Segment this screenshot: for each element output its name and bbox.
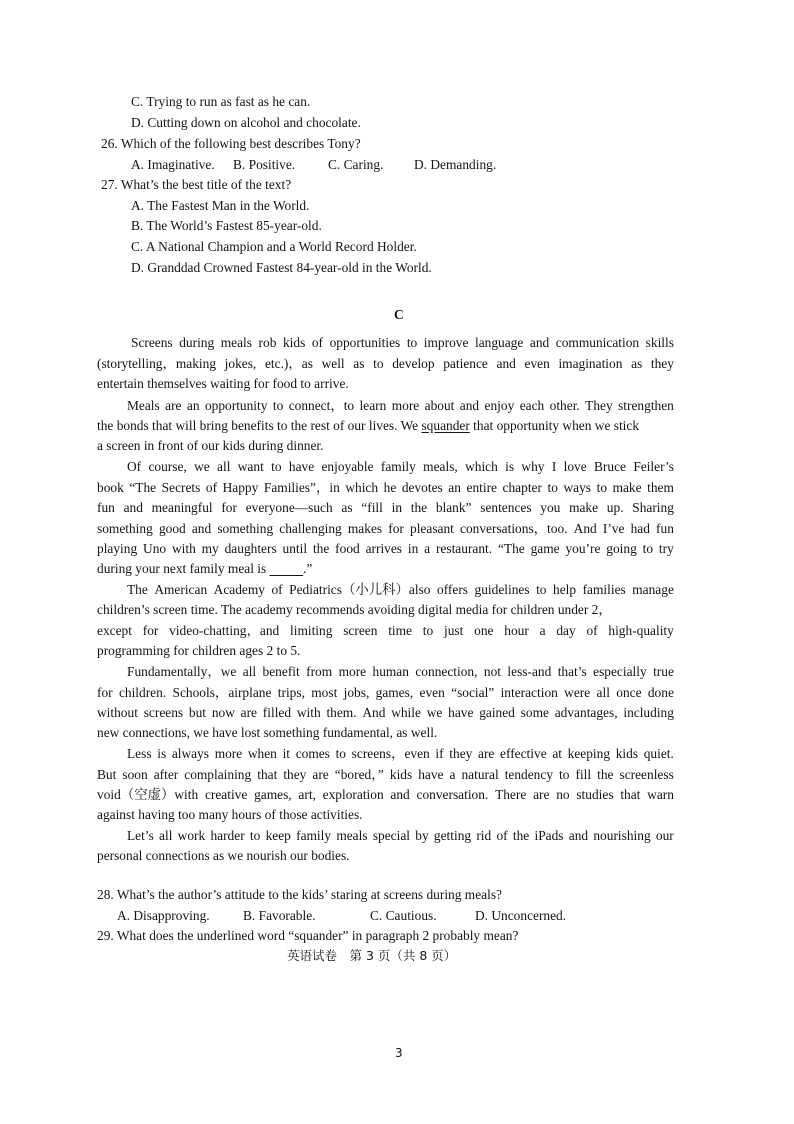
underlined-word-squander: squander: [421, 418, 470, 433]
p6-line-4: against having too many hours of those activities.: [97, 807, 363, 822]
q28-option-a: A. Disapproving.: [117, 908, 210, 923]
q27-stem: 27. What’s the best title of the text?: [101, 177, 292, 192]
p5-line-1: Fundamentally，we all benefit from more human connection, not less-and that’s especially true: [127, 664, 674, 679]
q28-option-d: D. Unconcerned.: [475, 908, 567, 923]
q26-option-c: C. Caring.: [328, 157, 384, 172]
q25-option-d: D. Cutting down on alcohol and chocolate.: [131, 115, 361, 130]
p5-line-4: new connections, we have lost something fundamental, as well.: [97, 725, 438, 740]
p2-line-3: a screen in front of our kids during dinner.: [97, 438, 324, 453]
q27-option-a: A. The Fastest Man in the World.: [131, 198, 310, 213]
p4-line-3: except for video-chatting，and limiting screen time to just one hour a day of high-quality: [97, 623, 674, 638]
p3-line-2: book “The Secrets of Happy Families”，in which he devotes an entire chapter to ways to make them: [97, 480, 674, 495]
q29-stem: 29. What does the underlined word “squander” in paragraph 2 probably mean?: [97, 928, 519, 943]
q27-option-c: C. A National Champion and a World Record Holder.: [131, 239, 417, 254]
p3-line-5: playing Uno with my daughters until the food arrives in a restaurant. “The game you’re going to try: [97, 541, 674, 556]
p1-line-3: entertain themselves waiting for food to arrive.: [97, 376, 349, 391]
p3-line-6: during your next family meal is .”: [97, 561, 313, 576]
q26-option-d: D. Demanding.: [414, 157, 497, 172]
p7-line-2: personal connections as we nourish our bodies.: [97, 848, 350, 863]
q26-option-b: B. Positive.: [233, 157, 296, 172]
p5-line-2: for children. Schools，airplane trips, most jobs, games, even “social” interaction were all once done: [97, 685, 674, 700]
q25-option-c: C. Trying to run as fast as he can.: [131, 94, 311, 109]
p3-line-4: something good and something challenging makes for pleasant conversations，too. And I’ve had fun: [97, 521, 674, 536]
p3-line-3: fun and meaningful for everyone—such as “fill in the blank” sentences you make up. Sharing: [97, 500, 674, 515]
q28-stem: 28. What’s the author’s attitude to the kids’ staring at screens during meals?: [97, 887, 502, 902]
q27-option-b: B. The World’s Fastest 85-year-old.: [131, 218, 322, 233]
p4-line-4: programming for children ages 2 to 5.: [97, 643, 301, 658]
fill-in-blank: [270, 561, 303, 576]
p6-line-1: Less is always more when it comes to screens，even if they are effective at keeping kids quiet.: [127, 746, 674, 761]
q28-options: [0, 906, 794, 926]
page-footer: 英语试卷 第 3 页（共 8 页）: [287, 948, 457, 963]
q26-option-a: A. Imaginative.: [131, 157, 215, 172]
p1-line-1: Screens during meals rob kids of opportunities to improve language and communication skills: [131, 335, 674, 350]
q26-stem: 26. Which of the following best describes Tony?: [101, 136, 361, 151]
p2-line-2: the bonds that will bring benefits to the rest of our lives. We squander that opportunity when we stick: [97, 418, 640, 433]
p6-line-3: void（空虚）with creative games, art, exploration and conversation. There are no studies that warn: [97, 787, 674, 802]
q28-option-b: B. Favorable.: [243, 908, 316, 923]
page-number: 3: [395, 1046, 403, 1060]
p4-line-2: children’s screen time. The academy recommends avoiding digital media for children under 2，: [97, 602, 612, 617]
p3-line-1: Of course, we all want to have enjoyable family meals, which is why I love Bruce Feiler’s: [127, 459, 674, 474]
q27-option-d: D. Granddad Crowned Fastest 84-year-old in the World.: [131, 260, 432, 275]
p5-line-3: without screens but now are filled with them. And while we have gained some advantages, including: [97, 705, 674, 720]
p7-line-1: Let’s all work harder to keep family meals special by getting rid of the iPads and nourishing our: [127, 828, 674, 843]
q26-options: [0, 155, 794, 175]
p6-line-2: But soon after complaining that they are “bored，” kids have a natural tendency to fill the screenless: [97, 767, 674, 782]
p4-line-1: The American Academy of Pediatrics（小儿科）also offers guidelines to help families manage: [127, 582, 674, 597]
section-c-heading: C: [394, 307, 404, 322]
p2-line-1: Meals are an opportunity to connect，to learn more about and enjoy each other. They strengthen: [127, 398, 674, 413]
q28-option-c: C. Cautious.: [370, 908, 437, 923]
p1-line-2: (storytelling，making jokes, etc.)，as well as to develop patience and even imagination as they: [97, 356, 674, 371]
